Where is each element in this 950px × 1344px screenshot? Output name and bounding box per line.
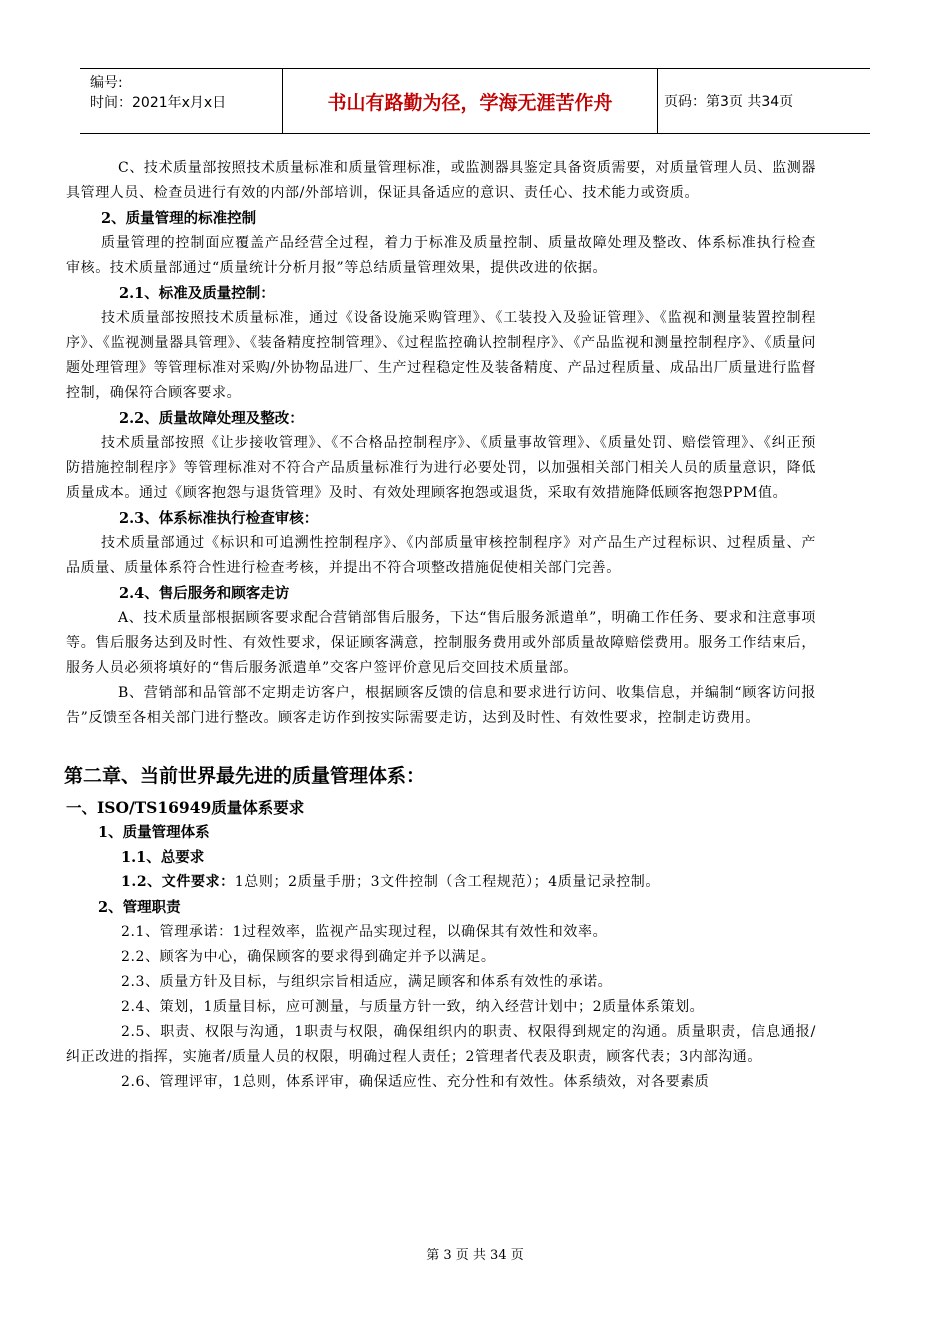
header-meta bbox=[80, 69, 283, 133]
line-s1-2 bbox=[66, 870, 816, 895]
header-page-label: 页码：第3页 共34页 bbox=[664, 94, 794, 110]
heading-2-2: 2.2、质量故障处理及整改： bbox=[119, 410, 304, 427]
heading-s1: 1、质量管理体系 bbox=[98, 824, 210, 841]
paragraph-2: 质量管理的控制面应覆盖产品经营全过程，着力于标准及质量控制、质量故障处理及整改、体系标准执行检查审核。技术质量部通过“质量统计分析月报”等总结质量管理效果，提供改进的依据。 bbox=[66, 235, 816, 276]
line-s2-4: 2.4、策划，1质量目标，应可测量，与质量方针一致，纳入经营计划中；2质量体系策划。 bbox=[121, 999, 705, 1015]
header-motto: 书山有路勤为径，学海无涯苦作舟 bbox=[283, 69, 658, 133]
paragraph-b: B、营销部和品管部不定期走访客户，根据顾客反馈的信息和要求进行访问、收集信息，并编制“顾客访问报告”反馈至各相关部门进行整改。顾客走访作到按实际需要走访，达到及时性、有效性要求，控制走访费用。 bbox=[66, 685, 816, 726]
heading-2: 2、质量管理的标准控制 bbox=[101, 210, 257, 227]
paragraph-2-2: 技术质量部按照《让步接收管理》、《不合格品控制程序》、《质量事故管理》、《质量处罚、赔偿管理》、《纠正预防措施控制程序》等管理标准对不符合产品质量标准行为进行必要处罚，以加强相关部门相关人员的质量意识，降低质量成本。通过《顾客抱怨与退货管理》及时、有效处理顾客抱怨或退货，采取有效措施降低顾客抱怨PPM值。 bbox=[66, 435, 816, 501]
paragraph-c: C、技术质量部按照技术质量标准和质量管理标准，或监测器具鉴定具备资质需要，对质量管理人员、监测器具管理人员、检查员进行有效的内部/外部培训，保证具备适应的意识、责任心、技术能力或资质。 bbox=[66, 160, 816, 201]
heading-2-1: 2.1、标准及质量控制： bbox=[119, 285, 275, 302]
page-header bbox=[80, 68, 870, 134]
number-label: 编号: bbox=[90, 75, 123, 91]
time-label: 时间：2021年x月x日 bbox=[90, 95, 227, 111]
paragraph-a: A、技术质量部根据顾客要求配合营销部售后服务，下达“售后服务派遣单”，明确工作任务、要求和注意事项等。售后服务达到及时性、有效性要求，保证顾客满意，控制服务费用或外部质量故障赔偿费用。服务工作结束后，服务人员必须将填好的“售后服务派遣单”交客户签评价意见后交回技术质量部。 bbox=[66, 610, 816, 676]
chapter-2-title: 第二章、当前世界最先进的质量管理体系： bbox=[64, 765, 426, 787]
line-s2-2: 2.2、顾客为中心，确保顾客的要求得到确定并予以满足。 bbox=[121, 949, 496, 965]
page-footer: 第 3 页 共 34 页 bbox=[426, 1248, 524, 1263]
section-1-title: 一、ISO/TS16949质量体系要求 bbox=[66, 798, 305, 817]
heading-s2: 2、管理职责 bbox=[98, 899, 181, 916]
paragraph-2-3: 技术质量部通过《标识和可追溯性控制程序》、《内部质量审核控制程序》对产品生产过程标识、过程质量、产品质量、质量体系符合性进行检查考核，并提出不符合项整改措施促使相关部门完善。 bbox=[66, 535, 816, 576]
heading-2-3: 2.3、体系标准执行检查审核： bbox=[119, 510, 319, 527]
heading-2-4: 2.4、售后服务和顾客走访 bbox=[119, 585, 290, 602]
line-s2-5: 2.5、职责、权限与沟通，1职责与权限，确保组织内的职责、权限得到规定的沟通。质量职责，信息通报/纠正改进的指挥，实施者/质量人员的权限，明确过程人责任；2管理者代表及职责，顾客代表；3内部沟通。 bbox=[66, 1024, 816, 1065]
s1-2-text: 1总则；2质量手册；3文件控制（含工程规范）；4质量记录控制。 bbox=[234, 874, 660, 890]
line-s2-3: 2.3、质量方针及目标，与组织宗旨相适应，满足顾客和体系有效性的承诺。 bbox=[121, 974, 613, 990]
s1-2-label: 1.2、文件要求： bbox=[121, 874, 235, 890]
heading-s1-1: 1.1、总要求 bbox=[121, 849, 205, 866]
paragraph-2-1: 技术质量部按照技术质量标准，通过《设备设施采购管理》、《工装投入及验证管理》、《监视和测量装置控制程序》、《监视测量器具管理》、《装备精度控制管理》、《过程监控确认控制程序》、《产品监视和测量控制程序》、《质量问题处理管理》等管理标准对采购/外协物品进厂、生产过程稳定性及装备精度、产品过程质量、成品出厂质量进行监督控制，确保符合顾客要求。 bbox=[66, 310, 816, 401]
line-s2-6: 2.6、管理评审，1总则，体系评审，确保适应性、充分性和有效性。体系绩效，对各要素质 bbox=[121, 1074, 710, 1090]
line-s2-1: 2.1、管理承诺：1过程效率，监视产品实现过程，以确保其有效性和效率。 bbox=[121, 924, 608, 940]
document-body bbox=[66, 156, 816, 1095]
